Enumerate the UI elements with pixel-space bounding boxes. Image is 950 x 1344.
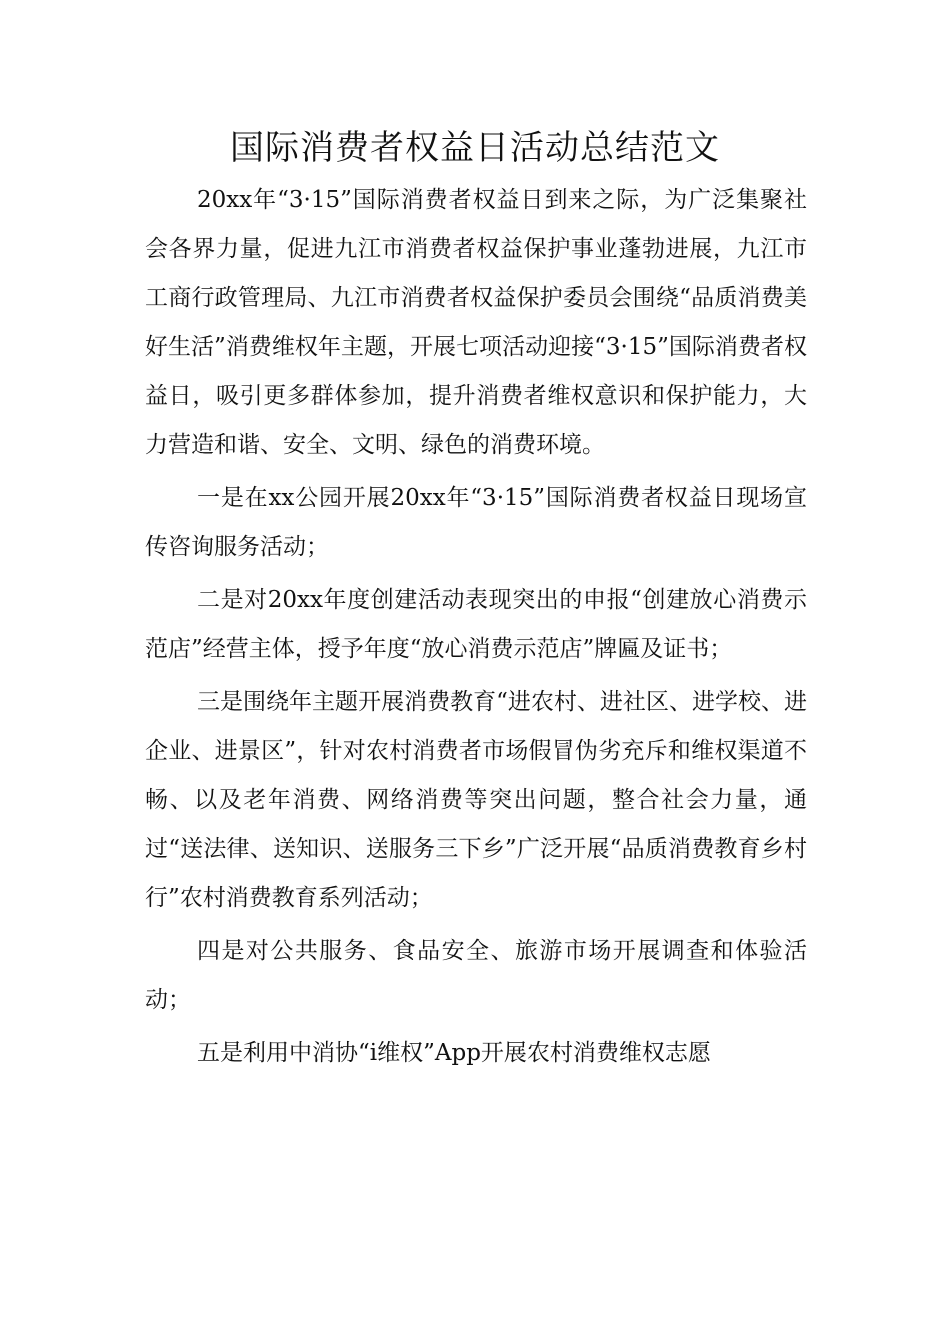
paragraph-item-1: 一是在xx公园开展20xx年“3·15”国际消费者权益日现场宣传咨询服务活动； (145, 485, 807, 560)
paragraph-item-2: 二是对20xx年度创建活动表现突出的申报“创建放心消费示范店”经营主体，授予年度“放心消费示范店”牌匾及证书； (145, 587, 807, 662)
document-body (145, 176, 807, 1082)
paragraph-item-3: 三是围绕年主题开展消费教育“进农村、进社区、进学校、进企业、进景区”，针对农村消费者市场假冒伪劣充斥和维权渠道不畅、以及老年消费、网络消费等突出问题，整合社会力量，通过“送法律、送知识、送服务三下乡”广泛开展“品质消费教育乡村行”农村消费教育系列活动； (145, 689, 807, 911)
document-title: 国际消费者权益日活动总结范文 (230, 128, 720, 168)
paragraph-item-5: 五是利用中消协“i维权”App开展农村消费维权志愿 (197, 1040, 711, 1066)
paragraph-intro: 20xx年“3·15”国际消费者权益日到来之际，为广泛集聚社会各界力量，促进九江市消费者权益保护事业蓬勃进展，九江市工商行政管理局、九江市消费者权益保护委员会围绕“品质消费美好生活”消费维权年主题，开展七项活动迎接“3·15”国际消费者权益日，吸引更多群体参加，提升消费者维权意识和保护能力，大力营造和谐、安全、文明、绿色的消费环境。 (145, 187, 807, 458)
paragraph-item-4: 四是对公共服务、食品安全、旅游市场开展调查和体验活动； (145, 938, 807, 1013)
